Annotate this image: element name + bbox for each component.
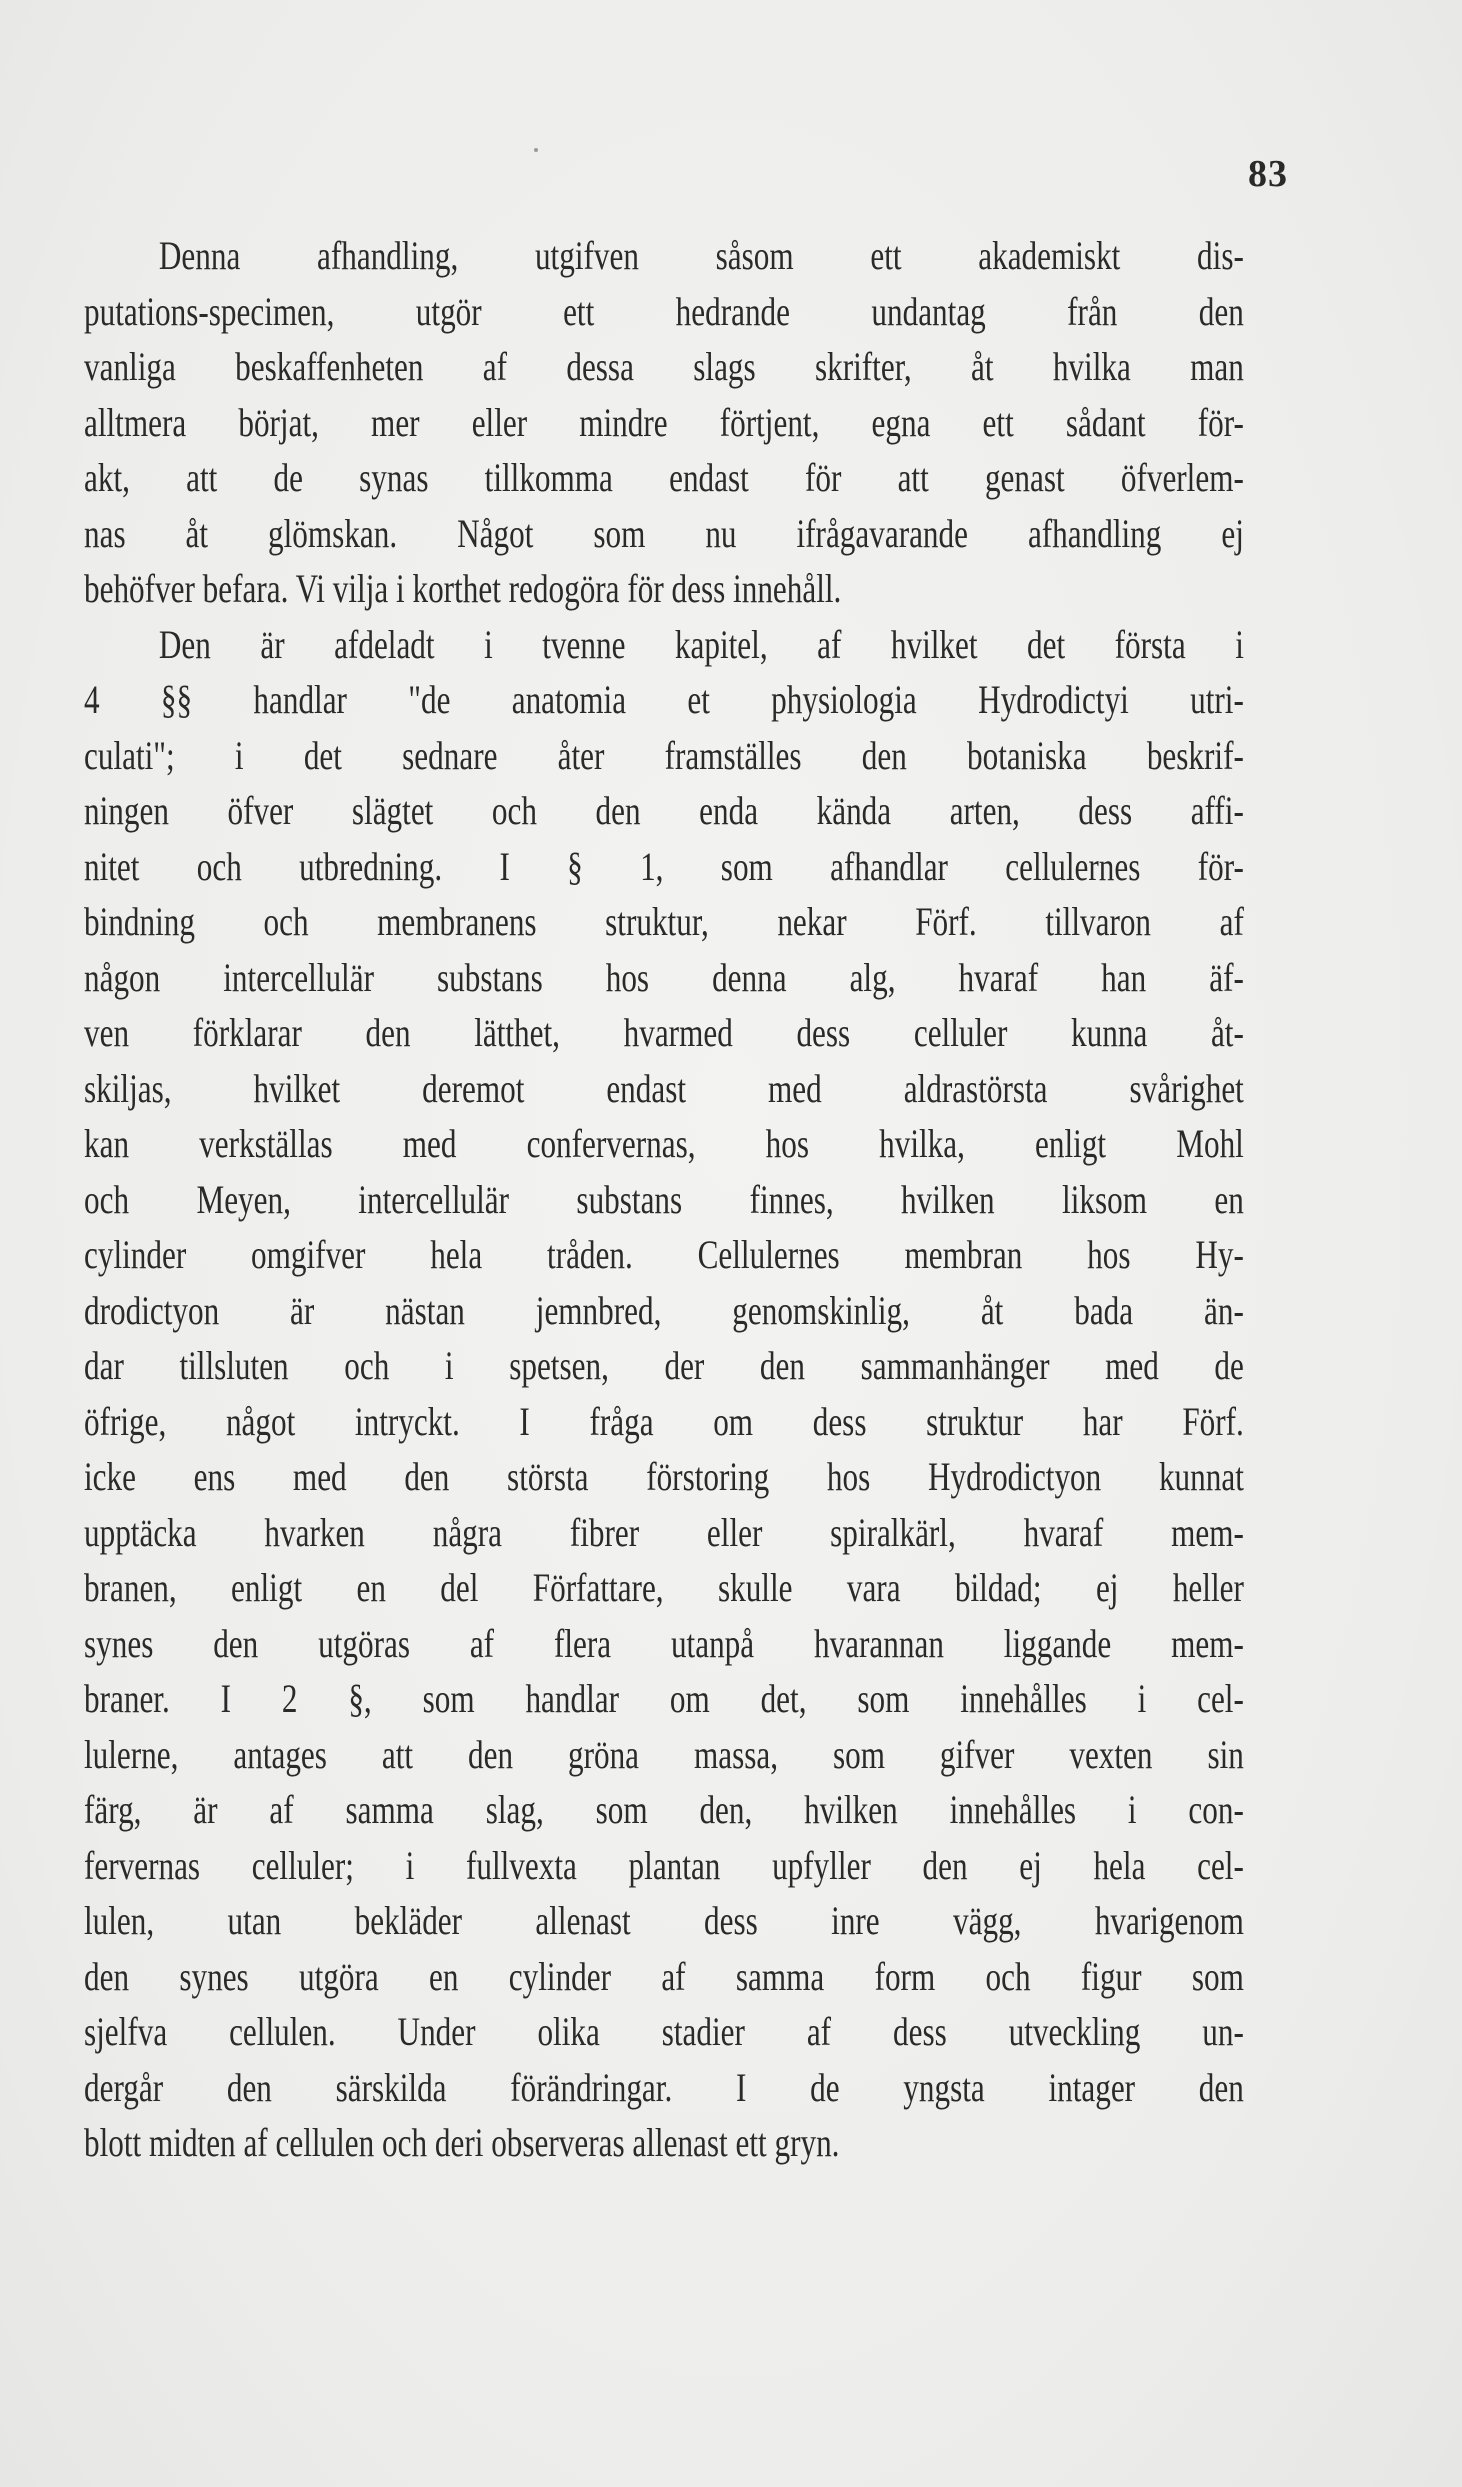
- text-line: den synes utgöra en cylinder af samma form och figur som: [84, 1953, 1244, 1999]
- text-line: och Meyen, intercellulär substans finnes, hvilken liksom en: [84, 1176, 1244, 1222]
- text-line: cylinder omgifver hela tråden. Cellulernes membran hos Hy-: [84, 1232, 1244, 1277]
- text-line: lulerne, antages att den gröna massa, som gifver vexten sin: [84, 1731, 1244, 1777]
- text-line: culati"; i det sednare åter framställes den botaniska beskrif-: [84, 732, 1244, 778]
- text-line: braner. I 2 §, som handlar om det, som innehålles i cel-: [84, 1676, 1244, 1721]
- text-line: nas åt glömskan. Något som nu ifrågavarande afhandling ej: [84, 510, 1244, 556]
- text-line: någon intercellulär substans hos denna alg, hvaraf han äf-: [84, 954, 1244, 1000]
- text-line: drodictyon är nästan jemnbred, genomskinlig, åt bada än-: [84, 1287, 1244, 1333]
- print-speck: [534, 148, 538, 152]
- text-line: kan verkställas med confervernas, hos hvilka, enligt Mohl: [84, 1121, 1244, 1166]
- text-line: icke ens med den största förstoring hos Hydrodictyon kunnat: [84, 1454, 1244, 1499]
- text-line: behöfver befara. Vi vilja i korthet redogöra för dess innehåll.: [84, 566, 842, 611]
- text-line: skiljas, hvilket deremot endast med aldrastörsta svårighet: [84, 1065, 1244, 1111]
- text-line: ningen öfver slägtet och den enda kända arten, dess affi-: [84, 788, 1244, 833]
- text-line: lulen, utan bekläder allenast dess inre vägg, hvarigenom: [84, 1898, 1244, 1943]
- text-line: ven förklarar den lätthet, hvarmed dess celluler kunna åt-: [84, 1010, 1244, 1055]
- text-line: Den är afdeladt i tvenne kapitel, af hvilket det första i: [158, 621, 1244, 667]
- text-line: blott midten af cellulen och deri observeras allenast ett gryn.: [84, 2120, 840, 2165]
- page-number: 83: [1248, 153, 1288, 195]
- body-text: [84, 228, 1244, 2171]
- text-line: öfrige, något intryckt. I fråga om dess struktur har Förf.: [84, 1398, 1244, 1444]
- text-line: bindning och membranens struktur, nekar Förf. tillvaron af: [84, 899, 1244, 944]
- text-line: sjelfva cellulen. Under olika stadier af dess utveckling un-: [84, 2009, 1244, 2054]
- text-line: upptäcka hvarken några fibrer eller spiralkärl, hvaraf mem-: [84, 1509, 1244, 1555]
- text-line: putations-specimen, utgör ett hedrande undantag från den: [84, 288, 1244, 334]
- text-line: alltmera börjat, mer eller mindre förtjent, egna ett sådant för-: [84, 399, 1244, 445]
- text-line: dergår den särskilda förändringar. I de yngsta intager den: [84, 2064, 1244, 2110]
- text-line: nitet och utbredning. I § 1, som afhandlar cellulernes för-: [84, 843, 1244, 889]
- text-line: färg, är af samma slag, som den, hvilken innehålles i con-: [84, 1787, 1244, 1832]
- text-line: branen, enligt en del Författare, skulle vara bildad; ej heller: [84, 1565, 1244, 1610]
- text-line: 4 §§ handlar "de anatomia et physiologia Hydrodictyi utri-: [84, 677, 1244, 722]
- text-line: synes den utgöras af flera utanpå hvarannan liggande mem-: [84, 1620, 1244, 1666]
- text-line: Denna afhandling, utgifven såsom ett akademiskt dis-: [158, 233, 1244, 278]
- text-line: akt, att de synas tillkomma endast för att genast öfverlem-: [84, 455, 1244, 500]
- text-line: fervernas celluler; i fullvexta plantan upfyller den ej hela cel-: [84, 1842, 1244, 1888]
- text-line: vanliga beskaffenheten af dessa slags skrifter, åt hvilka man: [84, 344, 1244, 389]
- text-line: dar tillsluten och i spetsen, der den sammanhänger med de: [84, 1343, 1244, 1388]
